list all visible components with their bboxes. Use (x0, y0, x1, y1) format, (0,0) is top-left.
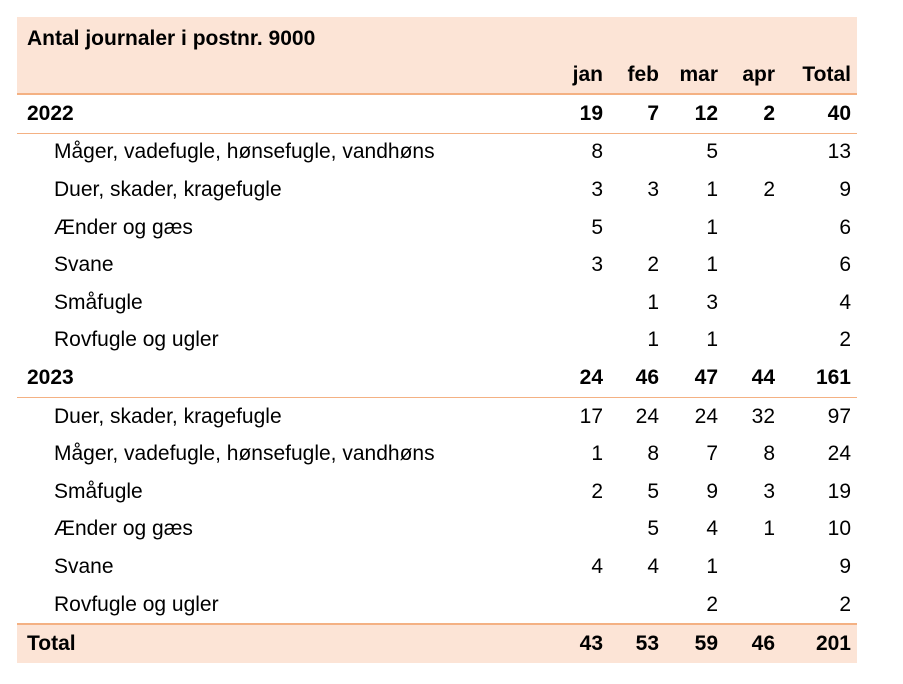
column-header-apr: apr (742, 63, 775, 86)
row-label: Duer, skader, kragefugle (54, 177, 282, 201)
cell-jan: 43 (579, 632, 603, 656)
table-title: Antal journaler i postnr. 9000 (27, 27, 316, 50)
cell-apr: 44 (751, 365, 775, 389)
cell-mar: 1 (706, 328, 718, 352)
table-row (17, 586, 857, 624)
cell-feb: 8 (647, 442, 659, 466)
cell-mar: 9 (706, 479, 718, 503)
year-row-2023 (17, 359, 857, 398)
year-label: 2022 (27, 101, 74, 125)
table-row (17, 246, 857, 284)
cell-jan: 4 (591, 554, 603, 578)
cell-feb: 53 (635, 632, 659, 656)
cell-mar: 47 (694, 365, 718, 389)
cell-feb: 5 (647, 517, 659, 541)
column-header-total: Total (802, 63, 851, 86)
cell-apr: 46 (751, 632, 775, 656)
table-row (17, 134, 857, 172)
cell-apr: 1 (763, 517, 775, 541)
cell-mar: 24 (694, 404, 718, 428)
cell-total: 4 (839, 290, 851, 314)
row-label: Småfugle (54, 290, 143, 314)
cell-total: 24 (827, 442, 851, 466)
table-header (17, 17, 857, 95)
cell-jan: 5 (591, 215, 603, 239)
column-header-feb: feb (627, 63, 659, 86)
cell-feb: 4 (647, 554, 659, 578)
cell-apr: 32 (751, 404, 775, 428)
cell-jan: 8 (591, 140, 603, 164)
table-row (17, 209, 857, 247)
cell-total: 2 (839, 592, 851, 616)
cell-apr: 2 (763, 101, 775, 125)
cell-apr: 3 (763, 479, 775, 503)
cell-jan: 19 (579, 101, 603, 125)
cell-feb: 2 (647, 253, 659, 277)
cell-apr: 8 (763, 442, 775, 466)
cell-feb: 5 (647, 479, 659, 503)
cell-total: 201 (815, 632, 851, 656)
row-label: Rovfugle og ugler (54, 328, 219, 352)
cell-jan: 1 (591, 442, 603, 466)
table-row (17, 511, 857, 549)
cell-total: 9 (839, 554, 851, 578)
cell-feb: 46 (635, 365, 659, 389)
cell-apr: 2 (763, 177, 775, 201)
table-row (17, 435, 857, 473)
cell-jan: 3 (591, 253, 603, 277)
row-label: Ænder og gæs (54, 517, 193, 541)
cell-mar: 1 (706, 554, 718, 578)
cell-mar: 1 (706, 253, 718, 277)
row-label: Måger, vadefugle, hønsefugle, vandhøns (54, 442, 435, 466)
cell-mar: 1 (706, 177, 718, 201)
cell-total: 161 (815, 365, 851, 389)
cell-feb: 7 (647, 101, 659, 125)
cell-feb: 1 (647, 328, 659, 352)
row-label: Måger, vadefugle, hønsefugle, vandhøns (54, 140, 435, 164)
pivot-table (17, 17, 857, 663)
cell-total: 6 (839, 253, 851, 277)
table-row (17, 548, 857, 586)
table-row (17, 284, 857, 322)
row-label: Duer, skader, kragefugle (54, 404, 282, 428)
cell-mar: 5 (706, 140, 718, 164)
cell-total: 13 (827, 140, 851, 164)
cell-mar: 3 (706, 290, 718, 314)
year-row-2022 (17, 95, 857, 134)
cell-total: 19 (827, 479, 851, 503)
cell-mar: 2 (706, 592, 718, 616)
table-row (17, 473, 857, 511)
cell-jan: 17 (579, 404, 603, 428)
cell-feb: 3 (647, 177, 659, 201)
cell-mar: 59 (694, 632, 718, 656)
cell-total: 97 (827, 404, 851, 428)
cell-mar: 7 (706, 442, 718, 466)
cell-jan: 2 (591, 479, 603, 503)
cell-mar: 4 (706, 517, 718, 541)
row-label: Svane (54, 253, 114, 277)
row-label: Ænder og gæs (54, 215, 193, 239)
cell-feb: 24 (635, 404, 659, 428)
cell-total: 40 (827, 101, 851, 125)
grand-total-row (17, 623, 857, 663)
year-label: 2023 (27, 365, 74, 389)
row-label: Rovfugle og ugler (54, 592, 219, 616)
cell-total: 6 (839, 215, 851, 239)
table-row (17, 171, 857, 209)
column-header-jan: jan (572, 63, 603, 86)
cell-jan: 3 (591, 177, 603, 201)
table-row (17, 322, 857, 360)
cell-mar: 12 (694, 101, 718, 125)
cell-total: 9 (839, 177, 851, 201)
cell-jan: 24 (579, 365, 603, 389)
cell-total: 2 (839, 328, 851, 352)
cell-mar: 1 (706, 215, 718, 239)
grand-total-label: Total (27, 632, 76, 656)
column-header-mar: mar (679, 63, 718, 86)
cell-total: 10 (827, 517, 851, 541)
row-label: Svane (54, 554, 114, 578)
cell-feb: 1 (647, 290, 659, 314)
row-label: Småfugle (54, 479, 143, 503)
table-row (17, 398, 857, 436)
